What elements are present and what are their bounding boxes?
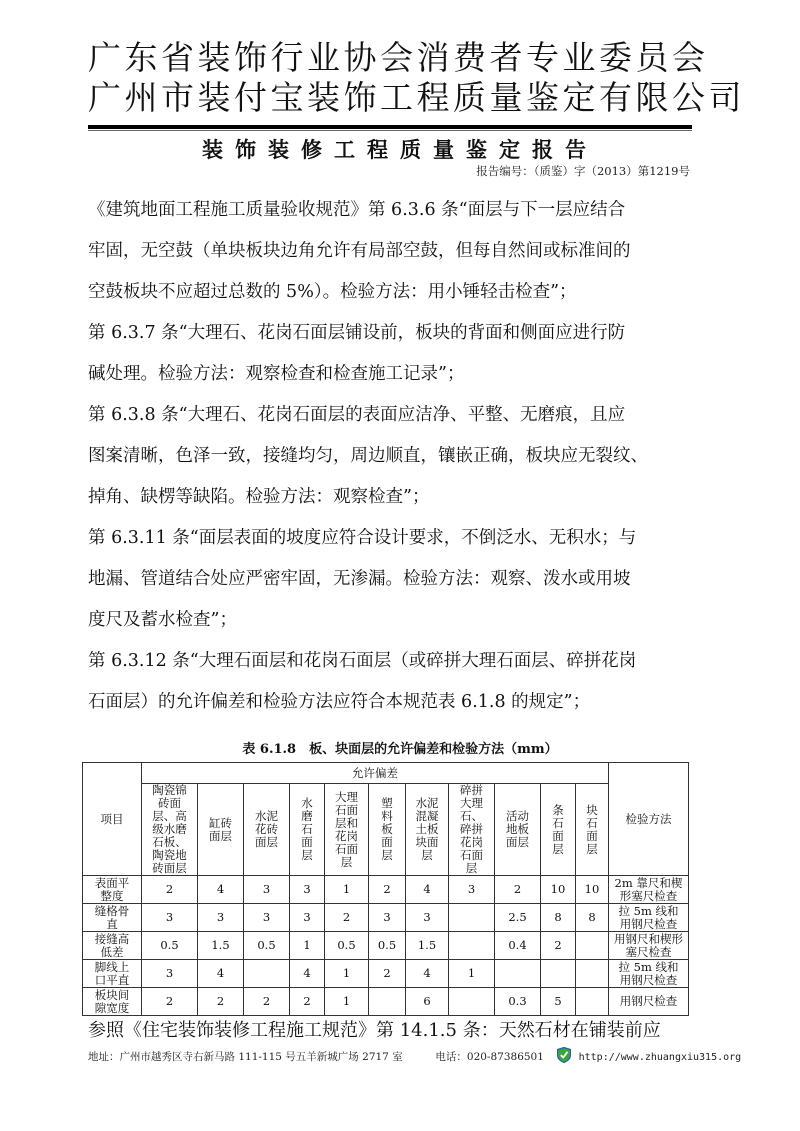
method-header: 检验方法 [609, 763, 689, 876]
table-cell: 3 [406, 904, 449, 932]
row-item: 缝格骨直 [94, 903, 130, 931]
table-cell: 2 [541, 932, 576, 960]
row-item: 板块间隙宽度 [94, 987, 130, 1015]
table-cell: 2 [142, 876, 198, 904]
body-line: 空鼓板块不应超过总数的 5%）。检验方法：用小锤轻击检查”； [88, 282, 577, 302]
table-cell: 2 [325, 904, 369, 932]
column-header [325, 784, 369, 876]
table-cell [576, 932, 609, 960]
header-rule-thin [88, 130, 692, 131]
table-cell: 8 [541, 904, 576, 932]
table-row [83, 988, 689, 1016]
report-title: 装饰装修工程质量鉴定报告 [202, 137, 598, 162]
body-line: 碱处理。检验方法：观察检查和检查施工记录”； [88, 364, 465, 384]
column-header-label: 块石面层 [586, 802, 598, 856]
table-cell: 0.5 [369, 932, 406, 960]
table-cell: 0.4 [495, 932, 541, 960]
table-cell [576, 960, 609, 988]
table-title: 表 6.1.8 板、块面层的允许偏差和检验方法（mm） [242, 742, 558, 757]
table-row [83, 960, 689, 988]
column-header-label: 碎拼大理石、碎拼花岗石面层 [460, 783, 483, 875]
table-cell [495, 960, 541, 988]
row-method: 2m 靠尺和楔形塞尺检查 [614, 875, 683, 903]
footer-website[interactable]: http://www.zhuangxiu315.org [578, 1052, 742, 1063]
table-cell: 8 [576, 904, 609, 932]
column-header-label: 塑料板面层 [381, 796, 393, 862]
table-cell: 4 [406, 960, 449, 988]
column-header-label: 大理石面层和花岗石面层 [335, 789, 358, 869]
footer-phone: 电话：020-87386501 [435, 1051, 544, 1063]
table-cell [449, 932, 495, 960]
footer [88, 1047, 741, 1064]
table-cell: 1 [325, 988, 369, 1016]
column-header [449, 784, 495, 876]
table-cell: 3 [369, 904, 406, 932]
column-header [495, 784, 541, 876]
deviation-table [82, 762, 689, 1016]
row-item: 接缝高低差 [94, 931, 130, 959]
group-header: 允许偏差 [142, 763, 609, 784]
table-row [83, 932, 689, 960]
table-cell: 1.5 [406, 932, 449, 960]
table-cell: 1 [325, 960, 369, 988]
row-item: 脚线上口平直 [94, 959, 130, 987]
org-name-line2: 广州市装付宝装饰工程质量鉴定有限公司 [88, 78, 745, 117]
column-header-label: 陶瓷锦砖面层、高级水磨石板、陶瓷地砖面层 [152, 783, 187, 875]
column-header [142, 784, 198, 876]
table-cell: 10 [576, 876, 609, 904]
item-header: 项目 [83, 763, 142, 876]
row-method: 用钢尺和楔形塞尺检查 [614, 931, 683, 959]
footer-address: 地址：广州市越秀区寺右新马路 111-115 号五羊新城广场 2717 室 [88, 1051, 403, 1063]
header-rule [88, 125, 692, 129]
table-cell: 0.3 [495, 988, 541, 1016]
column-header-label: 条石面层 [552, 802, 564, 856]
column-header-label: 水泥花砖面层 [255, 809, 278, 849]
table-cell [449, 904, 495, 932]
column-header-label: 活动地板面层 [506, 809, 529, 849]
column-header [576, 784, 609, 876]
body-line: 牢固，无空鼓（单块板块边角允许有局部空鼓，但每自然间或标准间的 [88, 241, 631, 261]
table-cell: 4 [198, 960, 244, 988]
table-cell: 3 [290, 876, 325, 904]
table-cell: 2 [495, 876, 541, 904]
table-cell: 3 [142, 904, 198, 932]
table-cell: 1 [449, 960, 495, 988]
column-header-label: 缸砖面层 [209, 815, 232, 843]
table-cell [576, 988, 609, 1016]
shield-check-icon [557, 1047, 571, 1063]
column-header [198, 784, 244, 876]
row-method: 拉 5m 线和用钢尺检查 [618, 903, 679, 931]
table-cell: 2 [198, 988, 244, 1016]
table-cell: 2 [142, 988, 198, 1016]
table-cell: 1 [290, 932, 325, 960]
reference-line: 参照《住宅装饰装修工程施工规范》第 14.1.5 条：天然石材在铺装前应 [88, 1020, 661, 1041]
body-line: 掉角、缺楞等缺陷。检验方法：观察检查”； [88, 487, 430, 507]
table-cell: 3 [449, 876, 495, 904]
table-cell: 3 [142, 960, 198, 988]
table-cell: 1.5 [198, 932, 244, 960]
table-cell: 0.5 [244, 932, 290, 960]
org-name-line1: 广东省装饰行业协会消费者专业委员会 [88, 38, 709, 77]
table-cell: 4 [406, 876, 449, 904]
table-cell [449, 988, 495, 1016]
table-cell [541, 960, 576, 988]
table-cell: 5 [541, 988, 576, 1016]
body-line: 图案清晰，色泽一致，接缝均匀，周边顺直，镶嵌正确，板块应无裂纹、 [88, 446, 648, 466]
column-header [290, 784, 325, 876]
column-header [406, 784, 449, 876]
table-cell: 2 [369, 960, 406, 988]
body-line: 第 6.3.12 条“大理石面层和花岗石面层（或碎拼大理石面层、碎拼花岗 [88, 651, 637, 671]
table-cell: 3 [198, 904, 244, 932]
body-line: 第 6.3.11 条“面层表面的坡度应符合设计要求，不倒泛水、无积水；与 [88, 528, 637, 548]
body-line: 《建筑地面工程施工质量验收规范》第 6.3.6 条“面层与下一层应结合 [88, 200, 626, 220]
table-cell: 4 [290, 960, 325, 988]
body-line: 度尺及蓄水检查”； [88, 610, 237, 630]
row-item: 表面平整度 [94, 875, 130, 903]
column-header-label: 水泥混凝土板块面层 [415, 796, 439, 862]
column-header-label: 水磨石面层 [301, 796, 313, 862]
table-cell: 1 [325, 876, 369, 904]
table-row [83, 876, 689, 904]
table-cell [369, 988, 406, 1016]
table-cell: 3 [290, 904, 325, 932]
table-cell: 2.5 [495, 904, 541, 932]
report-number: 报告编号：（质鉴）字（2013）第1219号 [476, 164, 690, 178]
table-cell: 6 [406, 988, 449, 1016]
table-cell: 3 [244, 876, 290, 904]
row-method: 用钢尺检查 [619, 994, 678, 1008]
table-cell: 0.5 [325, 932, 369, 960]
table-cell: 3 [244, 904, 290, 932]
column-header [541, 784, 576, 876]
table-cell: 2 [244, 988, 290, 1016]
table-cell: 10 [541, 876, 576, 904]
body-line: 第 6.3.7 条“大理石、花岗石面层铺设前，板块的背面和侧面应进行防 [88, 323, 626, 343]
table-cell [244, 960, 290, 988]
table-row [83, 904, 689, 932]
column-header [244, 784, 290, 876]
body-line: 石面层）的允许偏差和检验方法应符合本规范表 6.1.8 的规定”； [88, 692, 591, 712]
table-cell: 0.5 [142, 932, 198, 960]
body-line: 地漏、管道结合处应严密牢固，无渗漏。检验方法：观察、泼水或用坡 [88, 569, 631, 589]
row-method: 拉 5m 线和用钢尺检查 [618, 959, 679, 987]
column-header [369, 784, 406, 876]
table-cell: 4 [198, 876, 244, 904]
body-line: 第 6.3.8 条“大理石、花岗石面层的表面应洁净、平整、无磨痕，且应 [88, 405, 626, 425]
table-cell: 2 [290, 988, 325, 1016]
table-cell: 2 [369, 876, 406, 904]
